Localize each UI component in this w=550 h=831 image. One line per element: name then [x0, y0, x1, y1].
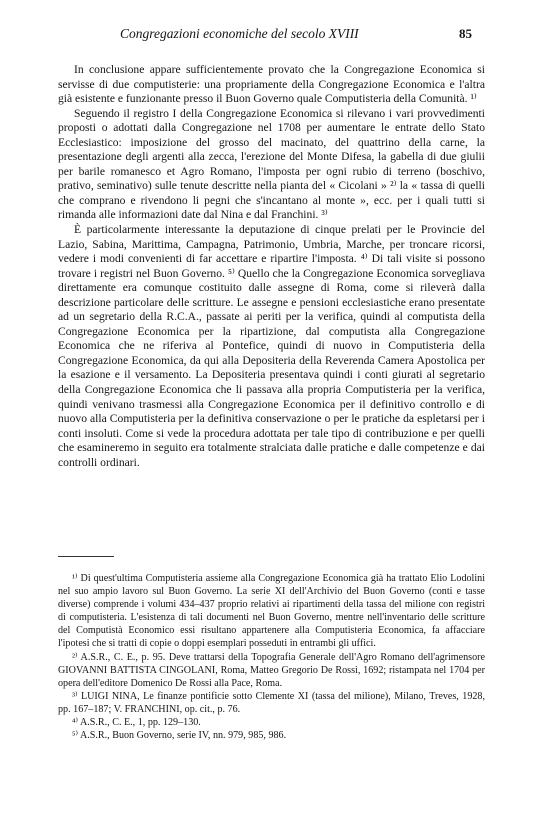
paragraph: In conclusione appare sufficientemente provato che la Congregazione Economica si servisse di due computisterie: una propriamente della Congregazione Economica e l'altra già esistente e funzionante presso il Buon Governo quale Computisteria della Comunità. ¹⁾: [58, 63, 485, 106]
footnote: ¹⁾ Di quest'ultima Computisteria assieme alla Congregazione Economica già ha trattato Elio Lodolini nel suo ampio lavoro sul Buon Governo. La serie XI dell'Archivio del Buon Governo (conti e tasse diverse) comprende i volumi 434–437 proprio relativi ai ripartimenti della tassa del milione con registri di computisteria. L'esistenza di tali documenti nel Buon Governo, mentre nell'inventario delle scritture del Computistà Economico essi risultano appartenere alla Computisteria Economica, fa affacciare l'ipotesi che si tratti di copie o doppi esemplari posseduti in entrambi gli uffici.: [58, 573, 485, 650]
footnote: ⁵⁾ A.S.R., Buon Governo, serie IV, nn. 979, 985, 986.: [72, 730, 287, 742]
paragraph: Seguendo il registro I della Congregazione Economica si rilevano i vari provvedimenti proposti o adottati dalla Congregazione nel 1708 per aumentare le entrate dello Stato Ecclesiastico: imposizione del grosso del macinato, del quattrino della carne, la presentazione degli argenti alla zecca, l'erezione del Monte Difesa, la gabella di due giulii per barile romanesco et Agro Romano, l'imposta per ogni rubio di terreno (boschivo, prativo, seminativo) sulle tenute descritte nella pianta del « Cicolani » ²⁾ la « tassa di quelli che comprano e rivendono li pegni che s'incantano al monte », ecc. per i quali tutti si rimanda alle informazioni date dal Nina e dal Franchini. ³⁾: [58, 106, 485, 222]
running-title: Congregazioni economiche del secolo XVIII: [120, 26, 359, 41]
footnote: ⁴⁾ A.S.R., C. E., 1, pp. 129–130.: [72, 717, 201, 729]
paragraph: È particolarmente interessante la deputazione di cinque prelati per le Provincie del Lazio, Sabina, Marittima, Campagna, Patrimonio, Umbria, Marche, per troncare ricorsi, vedere i modi convenienti di far accettare e ripartire l'imposta. ⁴⁾ Di tali visite si possono trovare i registri nel Buon Governo. ⁵⁾ Quello che la Congregazione Economica sorvegliava direttamente era comunque costituito dalle assegne di Roma, come si rileverà dalla descrizione particolare delle scritture. Le assegne e pensioni ecclesiastiche erano presentate ad un segretario della R.C.A., passate ai periti per la verifica, quindi al computista della Congregazione Economica per la ripartizione, dal computista alla Congregazione Economica che ne riferiva al Pontefice, quindi di nuovo in Computisteria della Congregazione Economica, da qui alla Depositeria della Reverenda Camera Apostolica per la esazione e il versamento. La Depositeria presentava quindi i conti giurati al segretario della Congregazione Economica che li passava alla propria Computisteria per la verifica, quindi venivano trasmessi alla Congregazione Economica per il definitivo controllo e di nuovo alla Computisteria per la definitiva conservazione o per le pratiche da espletarsi per i conti insoluti. Come si vede la procedura adottata per tale tipo di contribuzione e per quelli che esamineremo in seguito era totalmente stralciata dalle pratiche e dalle competenze e dai controlli ordinari.: [58, 223, 485, 469]
running-header: [120, 26, 472, 42]
footnotes: [58, 572, 485, 742]
footnote: ²⁾ A.S.R., C. E., p. 95. Deve trattarsi della Topografia Generale dell'Agro Romano dell'agrimensore GIOVANNI BATTISTA CINGOLANI, Roma, Matteo Gregorio De Rossi, 1692; ristampata nel 1704 per opera dell'editore Domenico De Rossi alla Pace, Roma.: [58, 651, 485, 689]
page-number: 85: [459, 26, 472, 41]
footnote: ³⁾ LUIGI NINA, Le finanze pontificie sotto Clemente XI (tassa del milione), Milano, Treves, 1928, pp. 167–187; V. FRANCHINI, op. cit., p. 76.: [58, 690, 485, 715]
footnote-separator: [58, 556, 114, 557]
main-text: [58, 63, 485, 470]
